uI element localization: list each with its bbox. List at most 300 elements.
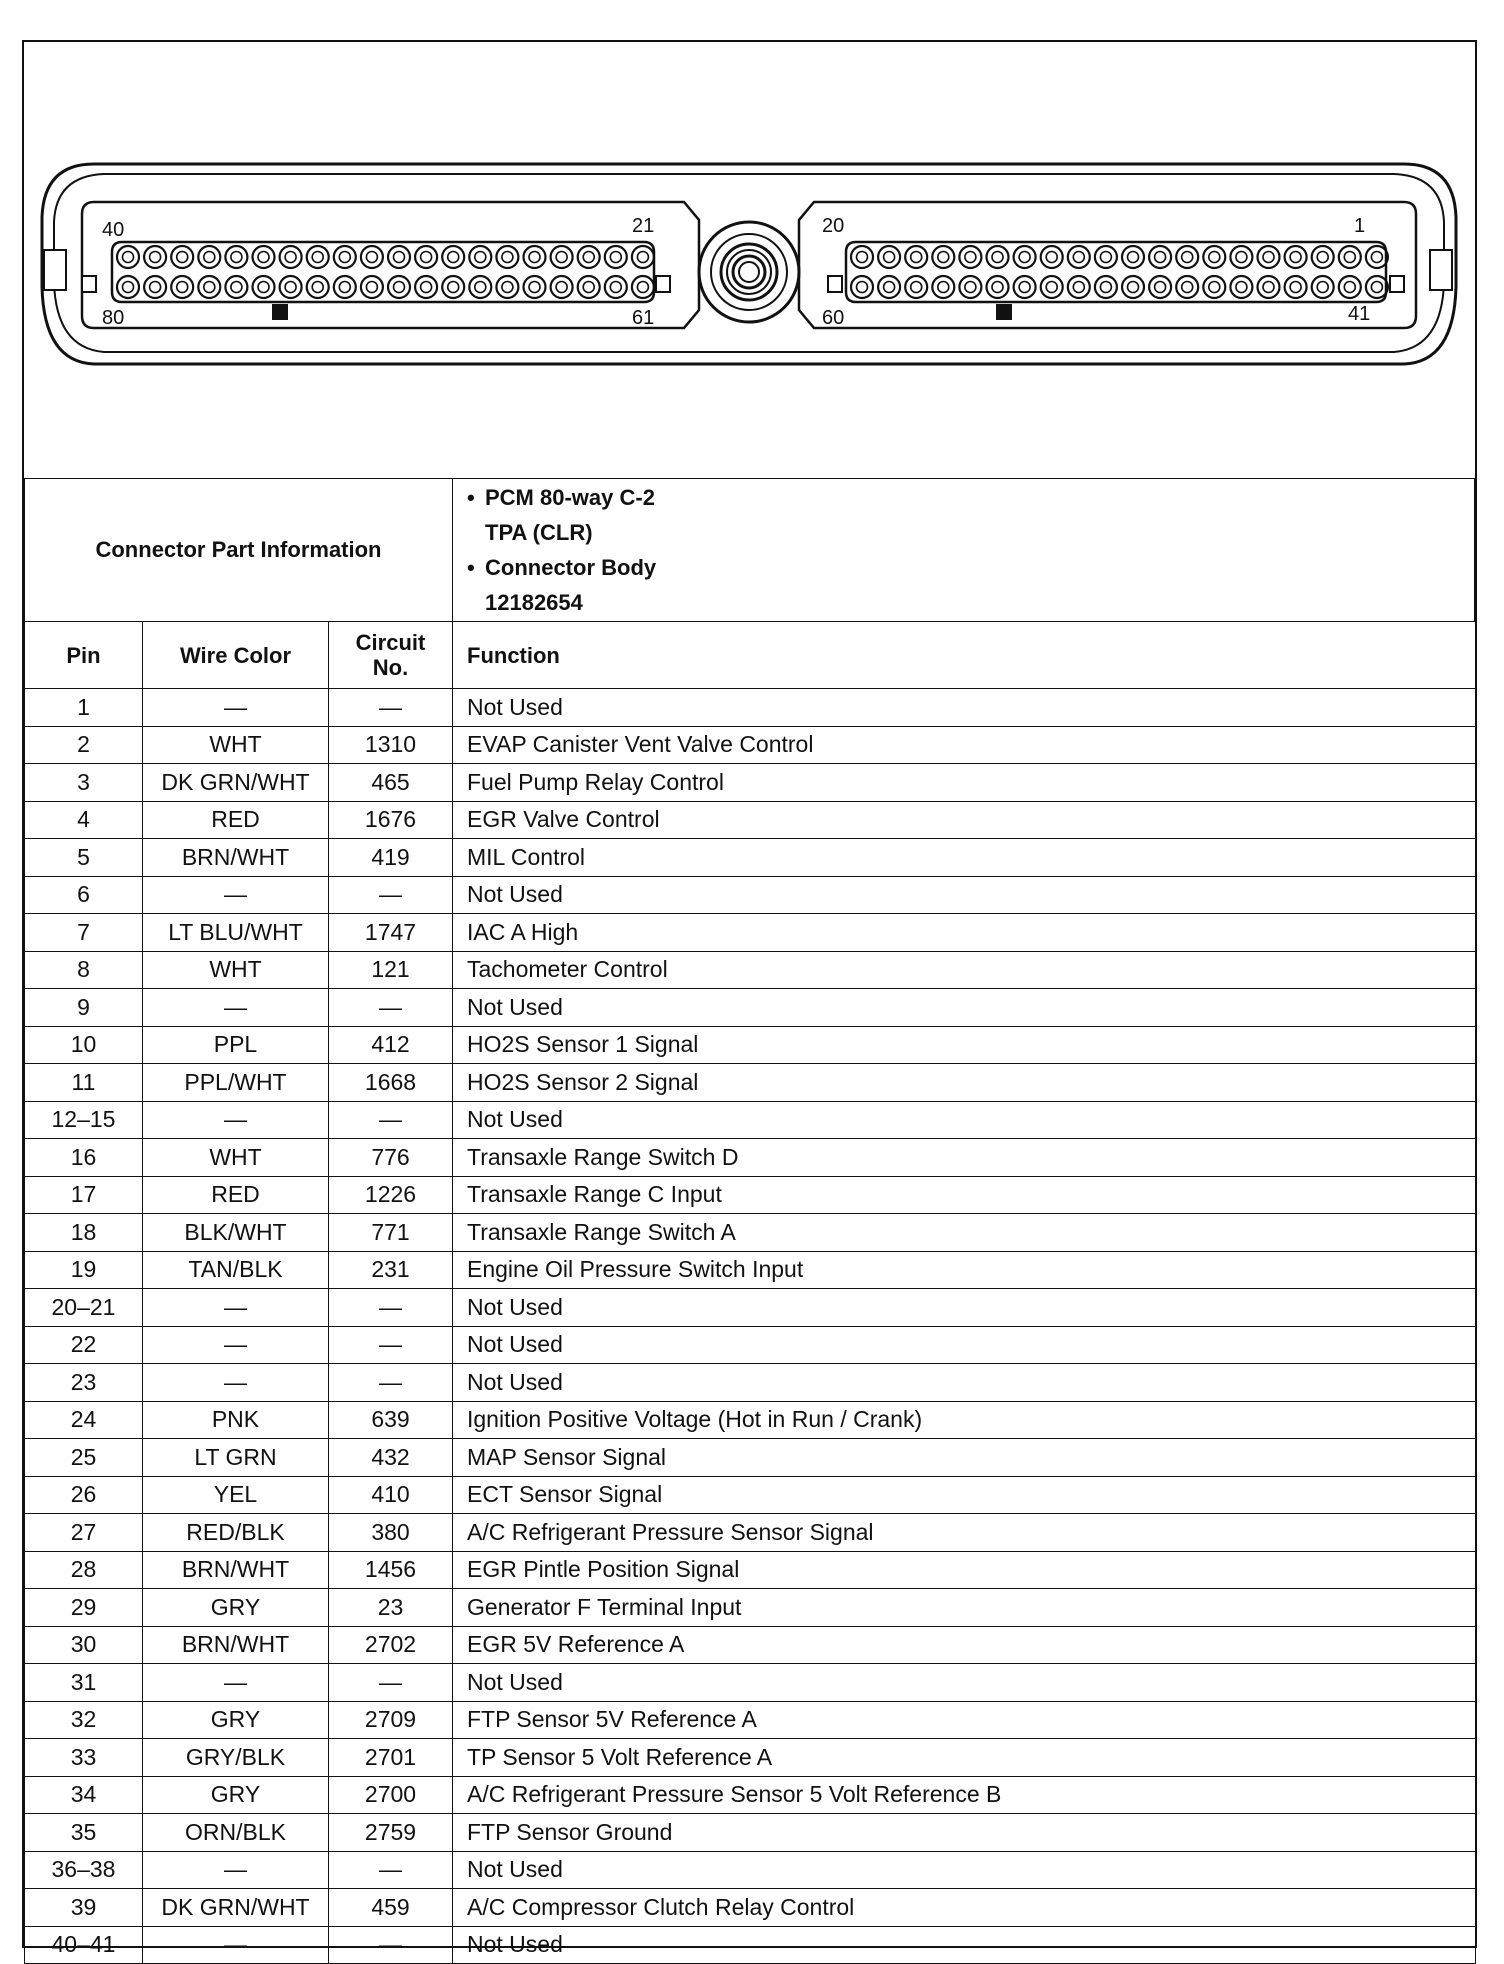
pin-cavity [959, 276, 981, 298]
circuit-no-cell: 2700 [329, 1776, 453, 1814]
pin-cavity [1176, 276, 1198, 298]
pin-cavity [1095, 246, 1117, 268]
wire-color-cell: LT GRN [143, 1439, 329, 1477]
table-row [25, 1026, 1476, 1064]
pin-cavity-inner [1128, 282, 1139, 293]
pin-label-21: 21 [632, 215, 655, 237]
table-row [25, 1326, 1476, 1364]
wire-color-cell: RED/BLK [143, 1514, 329, 1552]
info-item [467, 550, 1473, 620]
pin-cavity-inner [1344, 282, 1355, 293]
pin-cavity [905, 246, 927, 268]
pin-cavity-inner [1371, 282, 1382, 293]
function-cell: EVAP Canister Vent Valve Control [453, 726, 1476, 764]
table-row [25, 1101, 1476, 1139]
pin-cell: 24 [25, 1401, 143, 1439]
pin-cell: 11 [25, 1064, 143, 1102]
pin-cavity-inner [204, 282, 215, 293]
pin-cell: 1 [25, 689, 143, 727]
pin-cavity [361, 246, 383, 268]
pin-cavity-inner [556, 282, 567, 293]
circuit-no-cell: 231 [329, 1251, 453, 1289]
pin-cavity-inner [938, 252, 949, 263]
pin-cavity-inner [857, 252, 868, 263]
info-item [467, 480, 1473, 550]
pin-cavity [1014, 246, 1036, 268]
circuit-no-cell: — [329, 1101, 453, 1139]
pin-cavity [605, 246, 627, 268]
pin-cell: 31 [25, 1664, 143, 1702]
connector-part-info-title: Connector Part Information [25, 479, 453, 622]
pin-cell: 40–41 [25, 1926, 143, 1964]
header-pin: Pin [25, 622, 143, 689]
pin-cavity [578, 276, 600, 298]
pin-cavity-inner [965, 252, 976, 263]
circuit-no-cell: 380 [329, 1514, 453, 1552]
circuit-no-cell: 2702 [329, 1626, 453, 1664]
pin-cavity [987, 276, 1009, 298]
function-cell: EGR 5V Reference A [453, 1626, 1476, 1664]
pin-cavity [496, 276, 518, 298]
circuit-no-cell: — [329, 989, 453, 1027]
function-cell: FTP Sensor Ground [453, 1814, 1476, 1852]
pin-cavity-inner [123, 282, 134, 293]
function-cell: EGR Valve Control [453, 801, 1476, 839]
pin-cavity-inner [583, 282, 594, 293]
pin-cell: 30 [25, 1626, 143, 1664]
pin-cavity-inner [1290, 252, 1301, 263]
wire-color-cell: RED [143, 1176, 329, 1214]
table-row [25, 1439, 1476, 1477]
circuit-no-cell: 410 [329, 1476, 453, 1514]
circuit-no-cell: 2709 [329, 1701, 453, 1739]
circuit-no-cell: 1226 [329, 1176, 453, 1214]
function-cell: Transaxle Range C Input [453, 1176, 1476, 1214]
circuit-no-cell: 23 [329, 1589, 453, 1627]
table-row [25, 1176, 1476, 1214]
table-row [25, 1476, 1476, 1514]
pin-cavity-inner [312, 252, 323, 263]
pin-cavity-inner [911, 252, 922, 263]
pin-cavity [1149, 246, 1171, 268]
circuit-no-cell: 639 [329, 1401, 453, 1439]
pin-label-20: 20 [822, 215, 845, 237]
table-row [25, 1064, 1476, 1102]
pin-cell: 39 [25, 1889, 143, 1927]
circuit-no-cell: — [329, 1364, 453, 1402]
function-cell: ECT Sensor Signal [453, 1476, 1476, 1514]
wire-color-cell: BRN/WHT [143, 839, 329, 877]
pin-cavity-inner [637, 282, 648, 293]
pin-cavity-inner [1263, 282, 1274, 293]
pin-cell: 12–15 [25, 1101, 143, 1139]
pin-cavity [1176, 246, 1198, 268]
pin-cavity-inner [1128, 252, 1139, 263]
wire-color-cell: PPL/WHT [143, 1064, 329, 1102]
pin-cavity [932, 276, 954, 298]
circuit-no-cell: 776 [329, 1139, 453, 1177]
pin-cavity-inner [339, 282, 350, 293]
pin-label-60: 60 [822, 307, 845, 329]
table-row [25, 914, 1476, 952]
pin-cavity [851, 276, 873, 298]
pin-cavity-inner [475, 252, 486, 263]
connector-sheet [22, 40, 1477, 1958]
table-row [25, 689, 1476, 727]
pin-label-40: 40 [102, 219, 125, 241]
pin-cavity [334, 246, 356, 268]
info-item-line: PCM 80-way C-2 [485, 485, 655, 510]
center-bolt-icon [699, 222, 799, 322]
pin-cavity-inner [204, 252, 215, 263]
pin-cell: 20–21 [25, 1289, 143, 1327]
table-row [25, 1926, 1476, 1964]
pin-cell: 35 [25, 1814, 143, 1852]
pin-cavity [198, 246, 220, 268]
table-row [25, 1401, 1476, 1439]
pin-cavity-inner [1019, 252, 1030, 263]
table-row [25, 876, 1476, 914]
function-cell: Generator F Terminal Input [453, 1589, 1476, 1627]
pin-cavity [361, 276, 383, 298]
pin-cell: 36–38 [25, 1851, 143, 1889]
pin-cavity-inner [1209, 282, 1220, 293]
table-row [25, 1139, 1476, 1177]
circuit-no-cell: 419 [329, 839, 453, 877]
pin-cell: 33 [25, 1739, 143, 1777]
table-row [25, 1251, 1476, 1289]
pin-cell: 6 [25, 876, 143, 914]
pin-cavity [415, 246, 437, 268]
wire-color-cell: — [143, 1326, 329, 1364]
function-cell: Not Used [453, 989, 1476, 1027]
pin-cell: 16 [25, 1139, 143, 1177]
pin-cavity [496, 246, 518, 268]
function-cell: EGR Pintle Position Signal [453, 1551, 1476, 1589]
pin-cavity-inner [610, 252, 621, 263]
circuit-no-cell: — [329, 1664, 453, 1702]
table-row [25, 1514, 1476, 1552]
table-row [25, 1214, 1476, 1252]
pin-cavity [551, 276, 573, 298]
pin-cavity-inner [177, 252, 188, 263]
pin-cavity [307, 276, 329, 298]
wire-color-cell: LT BLU/WHT [143, 914, 329, 952]
table-row [25, 1701, 1476, 1739]
pin-cavity [415, 276, 437, 298]
circuit-no-cell: 2759 [329, 1814, 453, 1852]
pin-cavity [442, 246, 464, 268]
connector-part-info-list [453, 479, 1475, 622]
circuit-no-cell: 1310 [329, 726, 453, 764]
pin-label-61: 61 [632, 307, 655, 329]
pin-cavity [307, 246, 329, 268]
circuit-no-cell: 465 [329, 764, 453, 802]
wire-color-cell: PPL [143, 1026, 329, 1064]
pin-cavity [280, 246, 302, 268]
circuit-no-cell: 1747 [329, 914, 453, 952]
pin-cavity [524, 276, 546, 298]
table-row [25, 1664, 1476, 1702]
pin-cavity [1203, 246, 1225, 268]
table-row [25, 726, 1476, 764]
circuit-no-cell: — [329, 1326, 453, 1364]
header-circuit-no: Circuit No. [329, 622, 453, 689]
circuit-no-cell: — [329, 1851, 453, 1889]
pin-cavity [1068, 246, 1090, 268]
wire-color-cell: ORN/BLK [143, 1814, 329, 1852]
pin-cavity [1366, 246, 1388, 268]
pin-cavity [225, 276, 247, 298]
pin-cavity-inner [123, 252, 134, 263]
pin-cavity [334, 276, 356, 298]
pin-cavity [878, 246, 900, 268]
wire-color-cell: — [143, 876, 329, 914]
function-cell: TP Sensor 5 Volt Reference A [453, 1739, 1476, 1777]
pin-cavity [1041, 276, 1063, 298]
function-cell: A/C Refrigerant Pressure Sensor Signal [453, 1514, 1476, 1552]
info-item-subline: 12182654 [485, 590, 583, 615]
pin-cavity [1122, 276, 1144, 298]
pin-cavity-inner [312, 282, 323, 293]
header-wire-color: Wire Color [143, 622, 329, 689]
pin-cavity [851, 246, 873, 268]
wire-color-cell: — [143, 1101, 329, 1139]
pin-cavity-inner [421, 252, 432, 263]
pin-cavity-inner [258, 252, 269, 263]
pin-cavity [878, 276, 900, 298]
pin-cavity-inner [1317, 282, 1328, 293]
wire-color-cell: — [143, 989, 329, 1027]
pin-cell: 17 [25, 1176, 143, 1214]
pin-cavity-inner [285, 252, 296, 263]
pin-cavity [1258, 276, 1280, 298]
function-cell: A/C Compressor Clutch Relay Control [453, 1889, 1476, 1927]
pin-cavity-inner [1073, 252, 1084, 263]
function-cell: IAC A High [453, 914, 1476, 952]
pin-cavity [1095, 276, 1117, 298]
circuit-no-cell: 1676 [329, 801, 453, 839]
pinout-table [24, 621, 1476, 1964]
pin-cavity-inner [1317, 252, 1328, 263]
wire-color-cell: — [143, 1851, 329, 1889]
pin-cavity-inner [366, 252, 377, 263]
pin-cavity-inner [394, 252, 405, 263]
pin-cavity [442, 276, 464, 298]
pin-cavity [1258, 246, 1280, 268]
pin-cavity-inner [583, 252, 594, 263]
right-key-mark [996, 304, 1012, 320]
pin-cavity [1312, 276, 1334, 298]
pin-cavity-inner [1371, 252, 1382, 263]
pin-cavity-inner [884, 252, 895, 263]
pin-cavity [1366, 276, 1388, 298]
function-cell: Ignition Positive Voltage (Hot in Run / Crank) [453, 1401, 1476, 1439]
pin-cavity [987, 246, 1009, 268]
pin-cavity-inner [1236, 282, 1247, 293]
wire-color-cell: — [143, 1664, 329, 1702]
wire-color-cell: WHT [143, 951, 329, 989]
pin-cavity [959, 246, 981, 268]
table-row [25, 764, 1476, 802]
table-row [25, 989, 1476, 1027]
wire-color-cell: DK GRN/WHT [143, 1889, 329, 1927]
pin-cell: 2 [25, 726, 143, 764]
pin-cavity [1285, 276, 1307, 298]
info-item-subline: TPA (CLR) [485, 520, 593, 545]
pin-cavity-inner [1100, 282, 1111, 293]
wire-color-cell: GRY/BLK [143, 1739, 329, 1777]
pin-label-80: 80 [102, 307, 125, 329]
pin-cell: 7 [25, 914, 143, 952]
circuit-no-cell: — [329, 876, 453, 914]
wire-color-cell: — [143, 1289, 329, 1327]
wire-color-cell: BRN/WHT [143, 1551, 329, 1589]
pin-cell: 29 [25, 1589, 143, 1627]
header-function: Function [453, 622, 1476, 689]
circuit-no-cell: 121 [329, 951, 453, 989]
pin-cavity-inner [421, 282, 432, 293]
connector-diagram [24, 42, 1475, 478]
pin-cavity-inner [1155, 252, 1166, 263]
pin-cavity-inner [529, 252, 540, 263]
pin-cavity-inner [884, 282, 895, 293]
pin-cavity [280, 276, 302, 298]
pin-cavity [905, 276, 927, 298]
pin-cavity [198, 276, 220, 298]
table-row [25, 1626, 1476, 1664]
function-cell: Fuel Pump Relay Control [453, 764, 1476, 802]
function-cell: Tachometer Control [453, 951, 1476, 989]
wire-color-cell: TAN/BLK [143, 1251, 329, 1289]
pin-cavity-inner [448, 282, 459, 293]
pin-cavity [632, 246, 654, 268]
circuit-no-cell: 1456 [329, 1551, 453, 1589]
function-cell: Not Used [453, 1101, 1476, 1139]
pin-cavity [1285, 246, 1307, 268]
table-row [25, 801, 1476, 839]
pin-cavity-inner [1073, 282, 1084, 293]
pin-cavity [117, 276, 139, 298]
circuit-no-cell: 771 [329, 1214, 453, 1252]
wire-color-cell: DK GRN/WHT [143, 764, 329, 802]
pin-cavity [1122, 246, 1144, 268]
function-cell: Not Used [453, 1364, 1476, 1402]
circuit-no-cell: 1668 [329, 1064, 453, 1102]
circuit-no-cell: — [329, 1926, 453, 1964]
circuit-no-cell: 432 [329, 1439, 453, 1477]
pin-cavity [1203, 276, 1225, 298]
pin-cavity-inner [556, 252, 567, 263]
function-cell: FTP Sensor 5V Reference A [453, 1701, 1476, 1739]
pin-cavity [1230, 276, 1252, 298]
pin-cavity [1068, 276, 1090, 298]
pin-cavity-inner [992, 252, 1003, 263]
pin-cavity-inner [1046, 282, 1057, 293]
pin-cavity-inner [857, 282, 868, 293]
pin-cell: 19 [25, 1251, 143, 1289]
function-cell: MIL Control [453, 839, 1476, 877]
circuit-no-cell: 459 [329, 1889, 453, 1927]
pin-cavity-inner [911, 282, 922, 293]
pin-cavity [1312, 246, 1334, 268]
wire-color-cell: GRY [143, 1776, 329, 1814]
pin-cavity [171, 246, 193, 268]
pin-cavity-inner [1100, 252, 1111, 263]
pin-cavity-inner [258, 282, 269, 293]
pin-cell: 10 [25, 1026, 143, 1064]
pin-cavity [117, 246, 139, 268]
pin-cavity-inner [1019, 282, 1030, 293]
pin-cavity [388, 276, 410, 298]
pin-label-41: 41 [1348, 303, 1371, 325]
pin-cavity [144, 276, 166, 298]
pin-cavity [605, 276, 627, 298]
pin-cavity [632, 276, 654, 298]
wire-color-cell: YEL [143, 1476, 329, 1514]
pin-cell: 25 [25, 1439, 143, 1477]
pin-cavity-inner [610, 282, 621, 293]
pin-cavity [1041, 246, 1063, 268]
pin-cell: 27 [25, 1514, 143, 1552]
left-key-mark [272, 304, 288, 320]
pin-cavity [1339, 276, 1361, 298]
table-row [25, 1589, 1476, 1627]
pin-cavity-inner [1344, 252, 1355, 263]
pin-cavity [253, 276, 275, 298]
table-row [25, 1551, 1476, 1589]
wire-color-cell: — [143, 1364, 329, 1402]
left-pin-grid [117, 246, 654, 298]
pin-cell: 28 [25, 1551, 143, 1589]
function-cell: Engine Oil Pressure Switch Input [453, 1251, 1476, 1289]
table-row [25, 1889, 1476, 1927]
pin-cavity-inner [1209, 252, 1220, 263]
pin-cell: 9 [25, 989, 143, 1027]
connector-face-drawing [24, 42, 1475, 478]
pin-cavity [1014, 276, 1036, 298]
bullet-icon: • [467, 485, 475, 510]
wire-color-cell: WHT [143, 1139, 329, 1177]
function-cell: MAP Sensor Signal [453, 1439, 1476, 1477]
table-row [25, 1776, 1476, 1814]
circuit-no-cell: — [329, 1289, 453, 1327]
pin-cavity [551, 246, 573, 268]
pin-cell: 4 [25, 801, 143, 839]
function-cell: Not Used [453, 1926, 1476, 1964]
pin-cavity-inner [448, 252, 459, 263]
pin-cavity-inner [1290, 282, 1301, 293]
circuit-no-cell: 412 [329, 1026, 453, 1064]
pin-cavity-inner [1182, 282, 1193, 293]
function-cell: A/C Refrigerant Pressure Sensor 5 Volt Reference B [453, 1776, 1476, 1814]
wire-color-cell: WHT [143, 726, 329, 764]
pin-cell: 3 [25, 764, 143, 802]
wire-color-cell: BRN/WHT [143, 1626, 329, 1664]
pin-cavity-inner [231, 252, 242, 263]
pin-cell: 23 [25, 1364, 143, 1402]
wire-color-cell: — [143, 1926, 329, 1964]
info-item-line: Connector Body [485, 555, 657, 580]
circuit-no-cell: 2701 [329, 1739, 453, 1777]
function-cell: Transaxle Range Switch D [453, 1139, 1476, 1177]
pin-cell: 8 [25, 951, 143, 989]
pin-cavity-inner [502, 252, 513, 263]
pin-cavity-inner [1046, 252, 1057, 263]
pin-cavity [469, 246, 491, 268]
pin-cavity-inner [1236, 252, 1247, 263]
pin-cavity-inner [475, 282, 486, 293]
